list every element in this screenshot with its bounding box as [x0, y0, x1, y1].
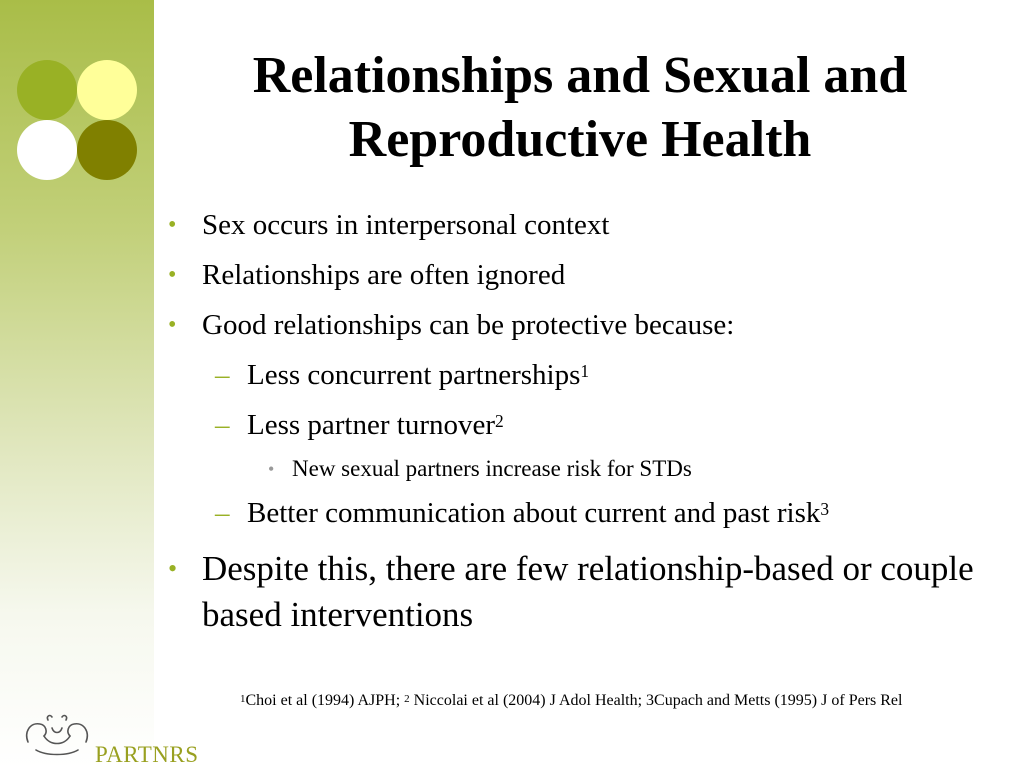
logo-text: PARTNRS: [95, 742, 199, 767]
reference-text: Choi et al (1994) AJPH;: [245, 692, 405, 709]
dash-icon: –: [215, 359, 230, 391]
slide-title: Relationships and Sexual and Reproductive Health: [252, 47, 908, 168]
bullet-icon: •: [168, 262, 177, 288]
footnote-marker: 1: [580, 361, 590, 381]
green-circle-icon: [17, 60, 77, 120]
sub-sub-bullet-item: [160, 450, 990, 488]
white-circle-icon: [17, 120, 77, 180]
sub-sub-bullet-text: New sexual partners increase risk for STDs: [292, 456, 692, 481]
bullet-text: Relationships are often ignored: [202, 259, 566, 291]
footnote-marker: 1: [240, 693, 246, 705]
slide-content: [160, 200, 990, 638]
bullet-icon: •: [168, 312, 177, 338]
bullet-text: Sex occurs in interpersonal context: [202, 209, 610, 241]
bullet-icon: •: [168, 212, 177, 238]
bullet-item-large: [160, 546, 990, 638]
olive-circle-icon: [77, 120, 137, 180]
bullet-item: [160, 300, 990, 350]
footnote-marker: 2: [495, 411, 504, 431]
dash-icon: –: [215, 497, 230, 529]
references: [240, 690, 980, 712]
sub-bullet-item: [160, 400, 990, 450]
sub-bullet-text: Less concurrent partnerships: [247, 359, 581, 391]
footnote-marker: 2: [404, 693, 410, 705]
partnrs-logo-icon: [22, 712, 92, 760]
reference-text: Niccolai et al (2004) J Adol Health; 3Cupach and Metts (1995) J of Pers Rel: [409, 692, 903, 709]
sidebar-gradient: [0, 0, 154, 768]
sub-bullet-item: [160, 488, 990, 538]
bullet-item: [160, 200, 990, 250]
sub-bullet-text: Less partner turnover: [247, 409, 496, 441]
yellow-circle-icon: [77, 60, 137, 120]
bullet-item: [160, 250, 990, 300]
bullet-icon: •: [168, 554, 178, 583]
footnote-marker: 3: [820, 499, 830, 519]
sub-bullet-text: Better communication about current and past risk: [247, 497, 821, 529]
sub-bullet-item: [160, 350, 990, 400]
bullet-text: Despite this, there are few relationship-based or couple based interventions: [202, 549, 974, 634]
bullet-icon: •: [268, 459, 275, 479]
dash-icon: –: [215, 409, 230, 441]
bullet-text: Good relationships can be protective because:: [202, 309, 735, 341]
